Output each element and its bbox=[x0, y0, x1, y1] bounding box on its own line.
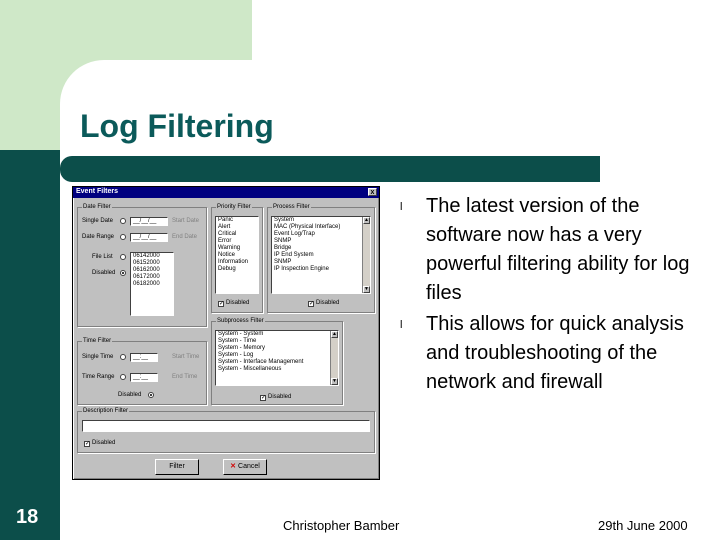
list-item[interactable]: System - Interface Management bbox=[218, 359, 304, 365]
file-list-radio[interactable] bbox=[120, 254, 126, 260]
date-disabled-radio[interactable] bbox=[120, 270, 126, 276]
checkbox-checked-icon: ✓ bbox=[85, 440, 91, 447]
filter-button[interactable] bbox=[155, 459, 199, 475]
cancel-x-icon: ✕ bbox=[230, 463, 237, 470]
subprocess-disabled-label: Disabled bbox=[268, 394, 292, 400]
checkbox-checked-icon: ✓ bbox=[219, 300, 225, 307]
cancel-button[interactable] bbox=[223, 459, 267, 475]
process-disabled-checkbox[interactable] bbox=[308, 300, 339, 307]
list-item[interactable]: System - System bbox=[218, 331, 264, 337]
list-item[interactable]: SNMP bbox=[274, 259, 292, 265]
description-filter-label: Description Filter bbox=[83, 408, 129, 414]
close-icon[interactable]: x bbox=[368, 188, 377, 196]
description-filter-group bbox=[77, 408, 375, 453]
priority-disabled-label: Disabled bbox=[226, 300, 250, 306]
time-disabled-label: Disabled bbox=[118, 392, 142, 398]
cancel-button-label: Cancel bbox=[238, 463, 260, 470]
process-scrollbar[interactable] bbox=[362, 217, 370, 293]
date-filter-group bbox=[77, 204, 207, 327]
scroll-up-icon[interactable]: ▲ bbox=[364, 217, 369, 223]
bullet-text: This allows for quick analysis and troubleshooting of the network and firewall bbox=[426, 313, 684, 393]
time-range-label: Time Range bbox=[82, 374, 115, 380]
event-filters-dialog bbox=[72, 186, 380, 480]
footer-author: Christopher Bamber bbox=[283, 518, 400, 533]
checkbox-checked-icon: ✓ bbox=[261, 394, 267, 401]
list-item[interactable]: Critical bbox=[218, 231, 237, 237]
list-item[interactable]: 06182000 bbox=[133, 281, 160, 287]
list-item[interactable]: MAC (Physical Interface) bbox=[274, 224, 341, 230]
subprocess-listbox[interactable] bbox=[215, 330, 339, 386]
list-item bbox=[400, 310, 700, 397]
list-item[interactable]: Event Log/Trap bbox=[274, 231, 315, 237]
time-filter-group bbox=[77, 338, 207, 405]
dialog-title: Event Filters bbox=[76, 188, 119, 195]
description-disabled-label: Disabled bbox=[92, 440, 116, 446]
date-range-radio[interactable] bbox=[120, 234, 126, 240]
list-item[interactable]: IP End System bbox=[274, 252, 314, 258]
single-date-field[interactable]: __/__/__ bbox=[130, 217, 168, 226]
list-item[interactable]: Alert bbox=[218, 224, 231, 230]
subprocess-filter-group bbox=[211, 318, 343, 405]
priority-filter-label: Priority Filter bbox=[217, 204, 251, 210]
time-filter-label: Time Filter bbox=[83, 338, 112, 344]
filter-button-label: Filter bbox=[169, 463, 185, 470]
subprocess-disabled-checkbox[interactable] bbox=[260, 394, 291, 401]
date-filter-label: Date Filter bbox=[83, 204, 111, 210]
slide-title: Log Filtering bbox=[80, 108, 274, 144]
single-time-radio[interactable] bbox=[120, 354, 126, 360]
list-item[interactable]: System - Log bbox=[218, 352, 254, 358]
list-item[interactable]: Information bbox=[218, 259, 249, 265]
process-listbox[interactable] bbox=[271, 216, 371, 294]
list-item[interactable]: 06172000 bbox=[133, 274, 160, 280]
list-item[interactable]: 06142000 bbox=[133, 253, 160, 259]
list-item[interactable]: System bbox=[274, 217, 295, 223]
bullet-icon: l bbox=[400, 319, 403, 331]
description-disabled-checkbox[interactable] bbox=[84, 440, 115, 447]
subprocess-scrollbar[interactable] bbox=[330, 331, 338, 385]
priority-filter-group bbox=[211, 204, 263, 313]
single-date-radio[interactable] bbox=[120, 218, 126, 224]
footer-date: 29th June 2000 bbox=[598, 518, 688, 533]
process-disabled-label: Disabled bbox=[316, 300, 340, 306]
list-item[interactable]: Panic bbox=[218, 217, 234, 223]
process-filter-label: Process Filter bbox=[273, 204, 310, 210]
file-list-label: File List bbox=[92, 254, 113, 260]
date-disabled-label: Disabled bbox=[92, 270, 116, 276]
list-item[interactable]: Bridge bbox=[274, 245, 292, 251]
time-disabled-radio[interactable] bbox=[148, 392, 154, 398]
decorative-left-bar bbox=[0, 150, 60, 540]
bullet-list bbox=[400, 192, 700, 399]
list-item[interactable]: Error bbox=[218, 238, 232, 244]
priority-listbox[interactable] bbox=[215, 216, 259, 294]
list-item[interactable]: System - Time bbox=[218, 338, 257, 344]
priority-disabled-checkbox[interactable] bbox=[218, 300, 249, 307]
list-item[interactable]: Debug bbox=[218, 266, 236, 272]
title-underline-bar bbox=[60, 156, 600, 182]
single-date-label: Single Date bbox=[82, 218, 114, 224]
start-date-label: Start Date bbox=[172, 218, 200, 224]
single-time-field[interactable]: __:__ bbox=[130, 353, 158, 362]
single-time-label: Single Time bbox=[82, 354, 114, 360]
list-item[interactable]: SNMP bbox=[274, 238, 292, 244]
list-item[interactable]: IP Inspection Engine bbox=[274, 266, 329, 272]
bullet-text: The latest version of the software now has a very powerful filtering ability for log files bbox=[426, 195, 690, 304]
checkbox-checked-icon: ✓ bbox=[309, 300, 315, 307]
dialog-titlebar bbox=[73, 187, 379, 198]
end-time-label: End Time bbox=[172, 374, 198, 380]
scroll-up-icon[interactable]: ▲ bbox=[332, 331, 337, 337]
slide-number: 18 bbox=[16, 506, 39, 528]
start-time-label: Start Time bbox=[172, 354, 200, 360]
list-item[interactable]: System - Miscellaneous bbox=[218, 366, 282, 372]
date-range-field[interactable]: __/__/__ bbox=[130, 233, 168, 242]
date-range-label: Date Range bbox=[82, 234, 115, 240]
scroll-down-icon[interactable]: ▼ bbox=[332, 378, 337, 384]
process-filter-group bbox=[267, 204, 375, 313]
end-date-label: End Date bbox=[172, 234, 198, 240]
list-item[interactable]: Notice bbox=[218, 252, 236, 258]
list-item[interactable]: System - Memory bbox=[218, 345, 266, 351]
description-field[interactable] bbox=[82, 420, 370, 432]
time-range-radio[interactable] bbox=[120, 374, 126, 380]
list-item bbox=[400, 192, 700, 308]
list-item[interactable]: 06152000 bbox=[133, 260, 160, 266]
subprocess-filter-label: Subprocess Filter bbox=[217, 318, 264, 324]
bullet-icon: l bbox=[400, 201, 403, 213]
list-item[interactable]: 06162000 bbox=[133, 267, 160, 273]
date-file-listbox[interactable] bbox=[130, 252, 174, 316]
scroll-down-icon[interactable]: ▼ bbox=[364, 286, 369, 292]
list-item[interactable]: Warning bbox=[218, 245, 241, 251]
time-range-field[interactable]: __:__ bbox=[130, 373, 158, 382]
